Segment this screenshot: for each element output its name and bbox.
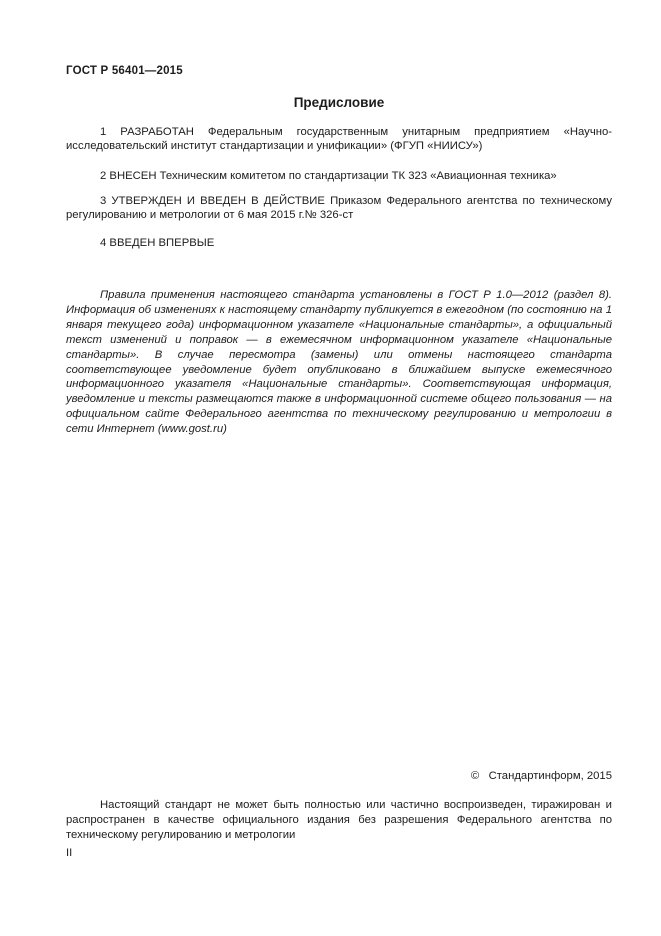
- application-rules-note: Правила применения настоящего стандарта установлены в ГОСТ Р 1.0—2012 (раздел 8). Информация об изменениях к настоящему стандарту публикуется в ежегодном (по состоянию на 1 января текущего года) информационном указателе «Национальные стандарты», а официальный текст изменений и поправок — в ежемесячном информационном указателе «Национальные стандарты». В случае пересмотра (замены) или отмены настоящего стандарта соответствующее уведомление будет опубликовано в ближайшем выпуске ежемесячного информационного указателя «Национальные стандарты». Соответствующая информация, уведомление и тексты размещаются также в информационной системе общего пользования — на официальном сайте Федерального агентства по техническому регулированию и метрологии в сети Интернет (www.gost.ru): [66, 289, 612, 436]
- doc-code: ГОСТ Р 56401—2015: [66, 65, 183, 77]
- foreword-item-developed: 1 РАЗРАБОТАН Федеральным государственным унитарным предприятием «Научно-исследовательский институт стандартизации и унификации» (ФГУП «НИИСУ»): [66, 126, 612, 153]
- foreword-item-submitted: 2 ВНЕСЕН Техническим комитетом по стандартизации ТК 323 «Авиационная техника»: [100, 170, 557, 182]
- page-number: II: [66, 847, 73, 859]
- reproduction-notice: Настоящий стандарт не может быть полностью или частично воспроизведен, тиражирован и распространен в качестве официального издания без разрешения Федерального агентства по техническому регулированию и метрологии: [66, 799, 612, 841]
- foreword-item-first-edition: 4 ВВЕДЕН ВПЕРВЫЕ: [100, 237, 215, 249]
- foreword-item-approved: 3 УТВЕРЖДЕН И ВВЕДЕН В ДЕЙСТВИЕ Приказом Федерального агентства по техническому регулированию и метрологии от 6 мая 2015 г.№ 326-ст: [66, 195, 612, 222]
- copyright-line: © Стандартинформ, 2015: [470, 770, 612, 782]
- section-title: Предисловие: [293, 95, 385, 110]
